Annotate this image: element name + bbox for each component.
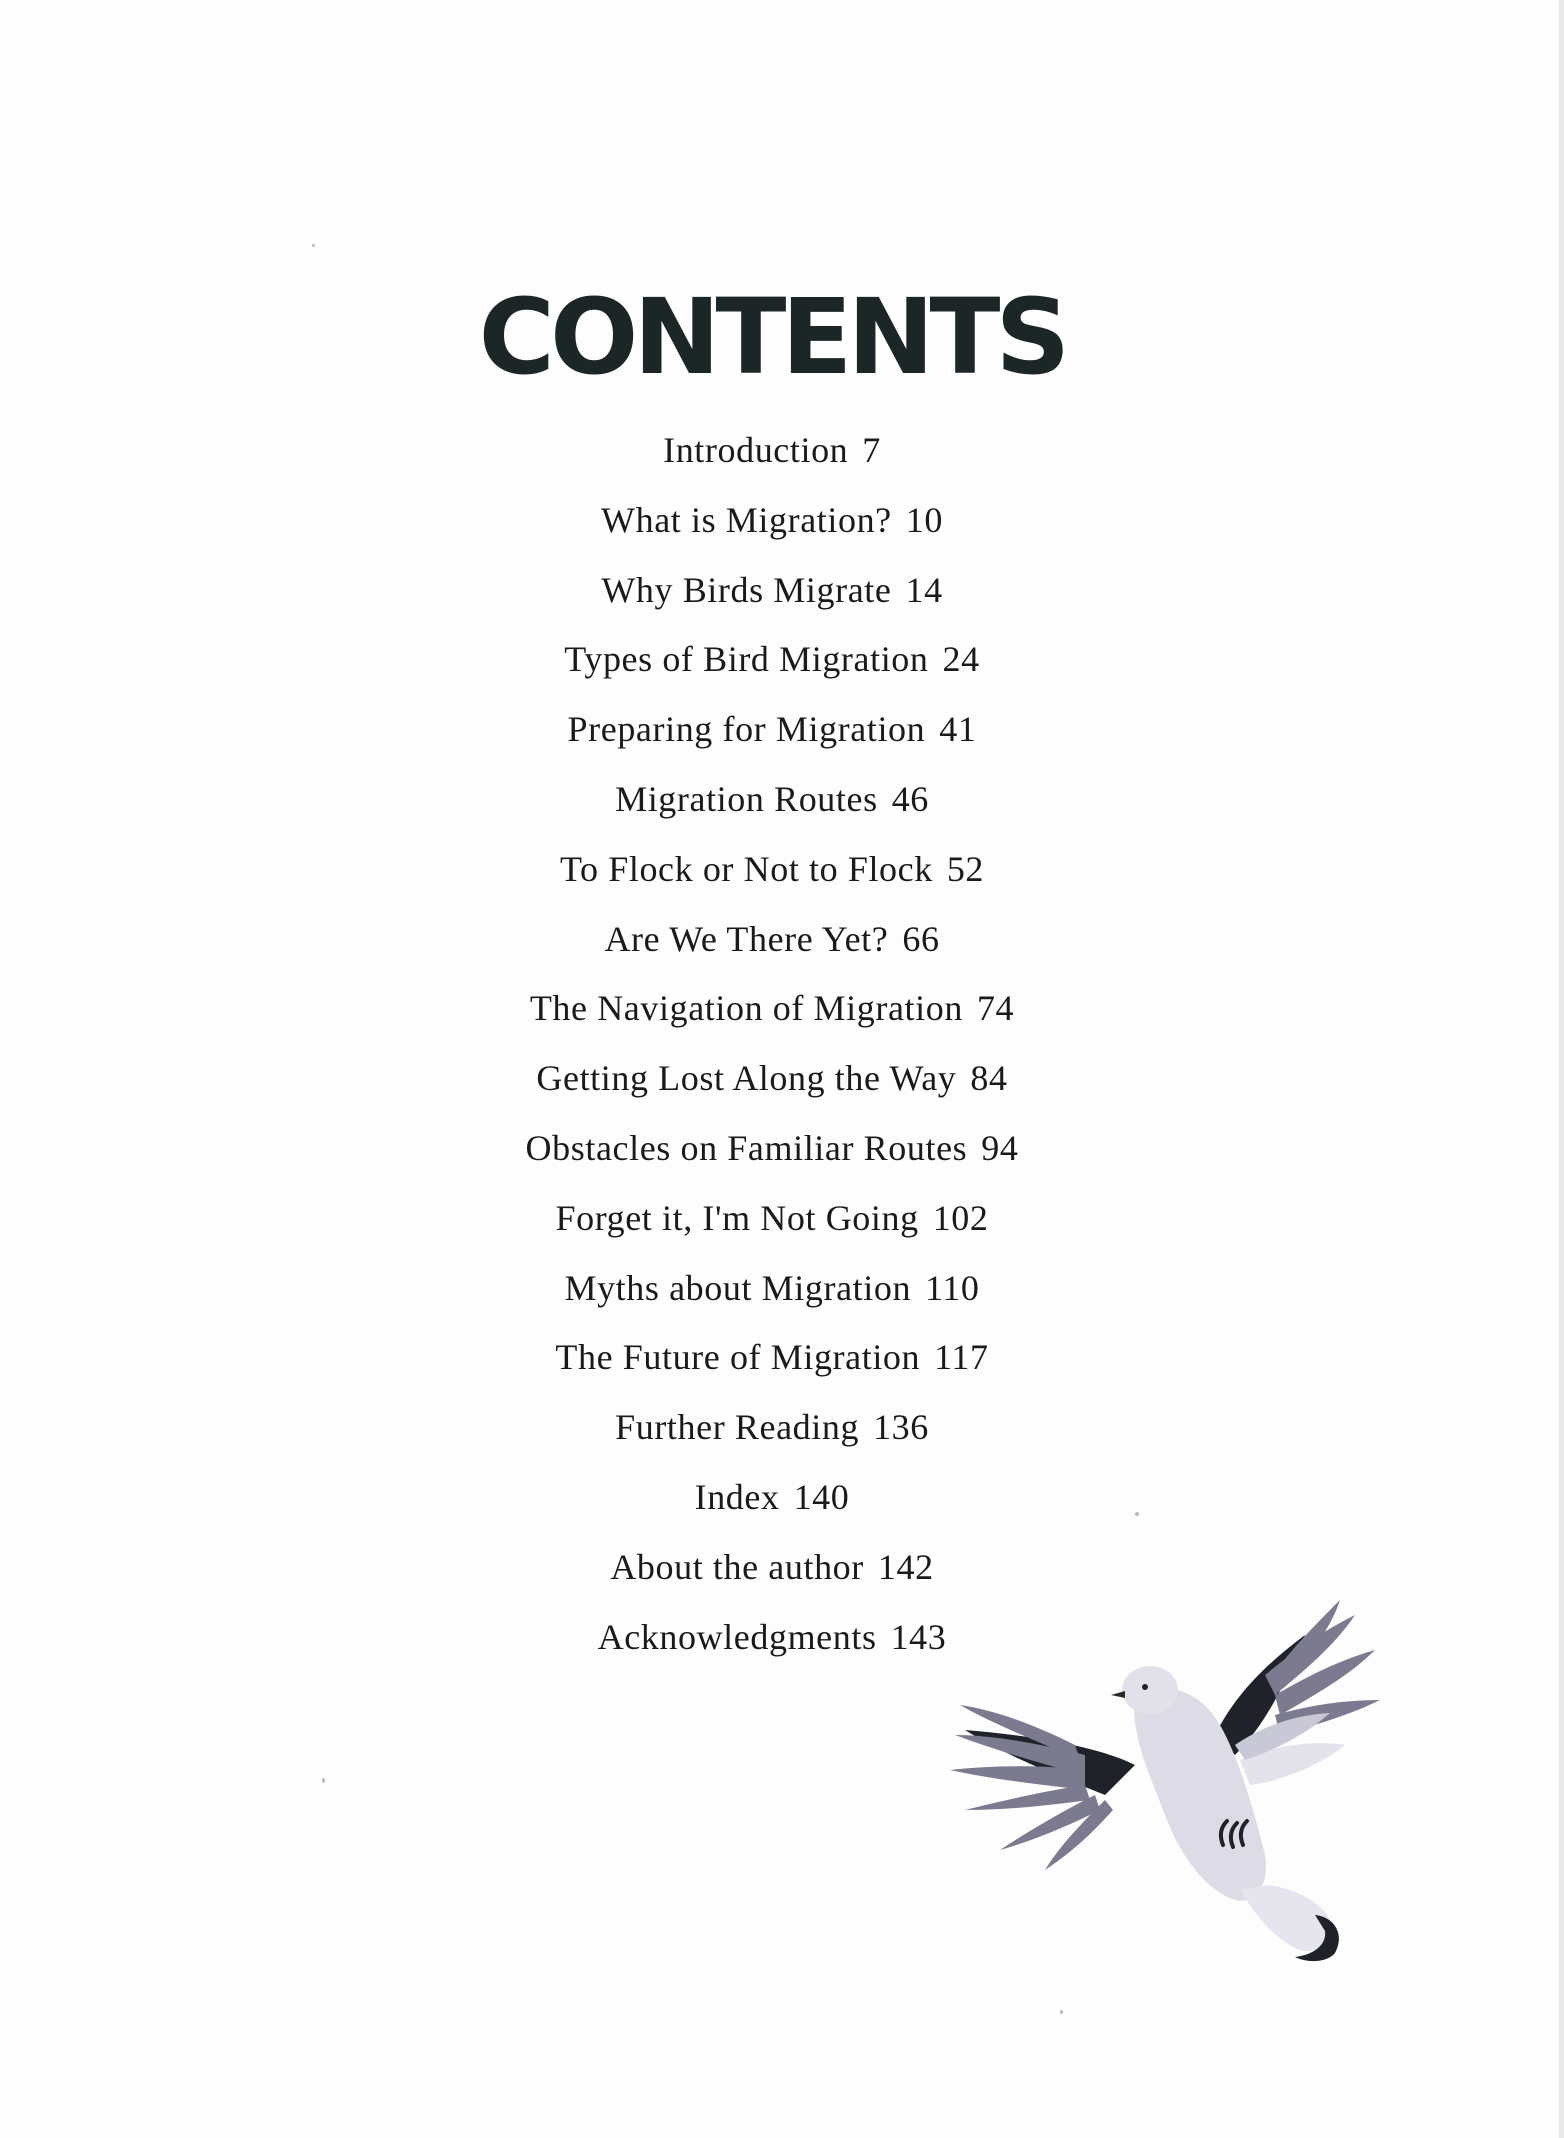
toc-entry: [0, 1053, 1544, 1123]
toc-entry-page-number: 66: [902, 918, 940, 959]
toc-entry-title: Obstacles on Familiar Routes: [525, 1127, 968, 1168]
toc-entry-title: What is Migration?: [601, 499, 892, 540]
toc-entry-title: To Flock or Not to Flock: [559, 848, 933, 889]
toc-entry: [0, 634, 1544, 704]
toc-entry-title: Migration Routes: [615, 778, 878, 819]
flying-dove-icon: [935, 1595, 1395, 1965]
toc-entry: [0, 983, 1544, 1053]
toc-entry-page-number: 24: [942, 639, 980, 680]
toc-entry: [0, 844, 1544, 914]
toc-entry-page-number: 140: [793, 1476, 850, 1517]
toc-entry-page-number: 142: [877, 1546, 934, 1587]
toc-entry: [0, 495, 1544, 565]
dove-head: [1122, 1666, 1178, 1714]
toc-entry-title: Preparing for Migration: [567, 709, 926, 750]
paper-speck: [1060, 2010, 1063, 2014]
toc-entry-page-number: 14: [905, 569, 943, 610]
toc-entry-page-number: 143: [890, 1616, 947, 1657]
toc-entry: [0, 1472, 1544, 1542]
toc-entry-title: Introduction: [663, 430, 849, 470]
toc-entry-title: Forget it, I'm Not Going: [555, 1197, 919, 1238]
toc-entry-title: Are We There Yet?: [604, 918, 889, 959]
toc-entry-page-number: 74: [976, 988, 1015, 1029]
toc-entry: [0, 1332, 1544, 1402]
toc-entry-page-number: 84: [970, 1058, 1008, 1099]
toc-entry: [0, 774, 1544, 844]
toc-entry-title: The Future of Migration: [555, 1337, 921, 1378]
toc-entry: [0, 704, 1544, 774]
toc-entry-title: Further Reading: [615, 1407, 860, 1448]
toc-entry-title: Myths about Migration: [564, 1267, 912, 1308]
toc-entry-page-number: 110: [925, 1267, 980, 1308]
toc-entry-title: Getting Lost Along the Way: [536, 1058, 957, 1099]
toc-entry-page-number: 117: [934, 1337, 989, 1378]
toc-entry-page-number: 102: [932, 1197, 989, 1238]
toc-entry: [0, 1402, 1544, 1472]
toc-entry: [0, 425, 1544, 495]
paper-speck: [1135, 1512, 1139, 1516]
toc-entry: [0, 914, 1544, 984]
paper-speck: [322, 1778, 325, 1783]
toc-entry-page-number: 41: [939, 709, 977, 750]
toc-entry: [0, 1263, 1544, 1333]
table-of-contents: [0, 425, 1544, 1681]
dove-beak: [1111, 1691, 1125, 1698]
paper-speck: [312, 244, 315, 247]
toc-entry-page-number: 7: [862, 430, 881, 470]
toc-entry-page-number: 46: [891, 778, 929, 819]
toc-entry-title: The Navigation of Migration: [529, 988, 963, 1029]
toc-entry-title: Types of Bird Migration: [564, 639, 929, 680]
toc-entry-title: Why Birds Migrate: [601, 569, 892, 610]
toc-entry-page-number: 136: [873, 1407, 929, 1448]
toc-entry-page-number: 52: [946, 848, 985, 889]
toc-entry-page-number: 10: [905, 499, 943, 540]
page-edge: [1559, 0, 1564, 2138]
dove-eye: [1142, 1684, 1148, 1690]
toc-entry: [0, 565, 1544, 635]
toc-entry-title: Index: [694, 1476, 780, 1517]
toc-entry: [0, 1193, 1544, 1263]
page-title: CONTENTS: [478, 275, 1066, 398]
toc-entry-page-number: 94: [981, 1127, 1019, 1168]
toc-entry-title: About the author: [610, 1546, 864, 1587]
toc-entry-title: Acknowledgments: [597, 1616, 877, 1657]
toc-entry: [0, 1123, 1544, 1193]
